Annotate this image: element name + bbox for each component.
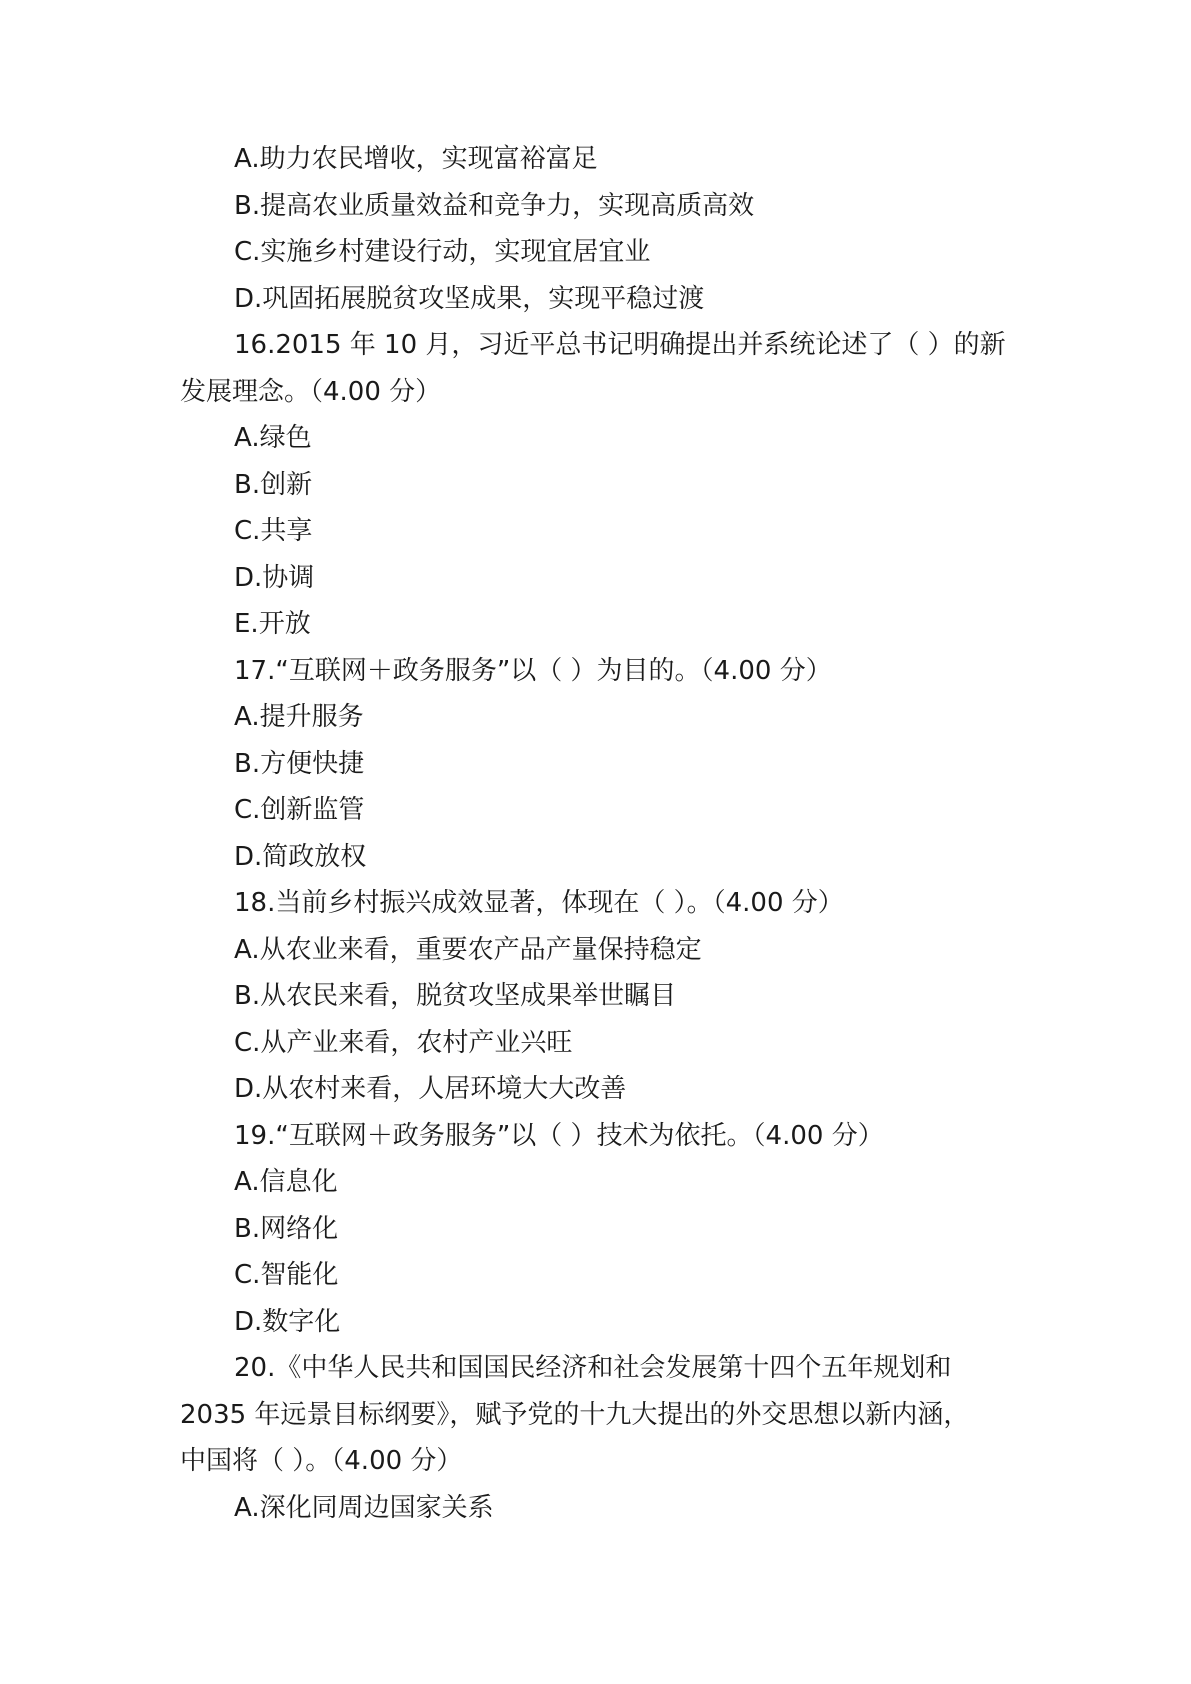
- answer-option: D.巩固拓展脱贫攻坚成果，实现平稳过渡: [234, 283, 705, 314]
- answer-option: A.深化同周边国家关系: [234, 1492, 494, 1523]
- answer-option: D.协调: [234, 562, 315, 593]
- question-line: 20.《中华人民共和国国民经济和社会发展第十四个五年规划和: [234, 1353, 952, 1383]
- answer-option: D.从农村来看，人居环境大大改善: [234, 1074, 627, 1104]
- question-line: 18.当前乡村振兴成效显著，体现在（ ）。（4.00 分）: [234, 888, 844, 918]
- question-stem: [180, 880, 1020, 927]
- answer-option: D.简政放权: [234, 841, 367, 872]
- question-stem: [180, 1113, 1020, 1160]
- question-stem: [180, 648, 1020, 695]
- question-stem: [180, 322, 1020, 415]
- answer-option: A.绿色: [234, 423, 312, 453]
- question-line: 17.“互联网＋政务服务”以（ ）为目的。（4.00 分）: [234, 655, 832, 686]
- answer-option: C.从产业来看，农村产业兴旺: [234, 1027, 573, 1058]
- answer-option: B.网络化: [234, 1213, 339, 1244]
- answer-option: B.方便快捷: [234, 748, 365, 779]
- question-line: 19.“互联网＋政务服务”以（ ）技术为依托。（4.00 分）: [234, 1120, 884, 1151]
- answer-option: E.开放: [234, 609, 311, 639]
- question-line: 16.2015 年 10 月，习近平总书记明确提出并系统论述了（ ）的新: [234, 330, 1006, 360]
- answer-option: C.智能化: [234, 1260, 339, 1290]
- answer-option: B.创新: [234, 469, 313, 500]
- answer-option: C.实施乡村建设行动，实现宜居宜业: [234, 237, 651, 267]
- question-line: 2035 年远景目标纲要》，赋予党的十九大提出的外交思想以新内涵，: [180, 1399, 970, 1430]
- answer-option: B.从农民来看，脱贫攻坚成果举世瞩目: [234, 981, 677, 1011]
- answer-option: B.提高农业质量效益和竞争力，实现高质高效: [234, 190, 755, 221]
- answer-option: A.提升服务: [234, 702, 364, 732]
- answer-option: D.数字化: [234, 1306, 341, 1337]
- answer-option: A.从农业来看，重要农产品产量保持稳定: [234, 934, 702, 965]
- answer-option: C.创新监管: [234, 795, 365, 825]
- question-stem: [180, 1345, 1020, 1485]
- question-list: [180, 136, 1020, 1531]
- answer-option: A.助力农民增收，实现富裕富足: [234, 144, 598, 174]
- question-line: 发展理念。（4.00 分）: [180, 376, 442, 407]
- question-line: 中国将（ ）。（4.00 分）: [180, 1446, 463, 1476]
- answer-option: C.共享: [234, 516, 313, 546]
- answer-option: A.信息化: [234, 1167, 338, 1197]
